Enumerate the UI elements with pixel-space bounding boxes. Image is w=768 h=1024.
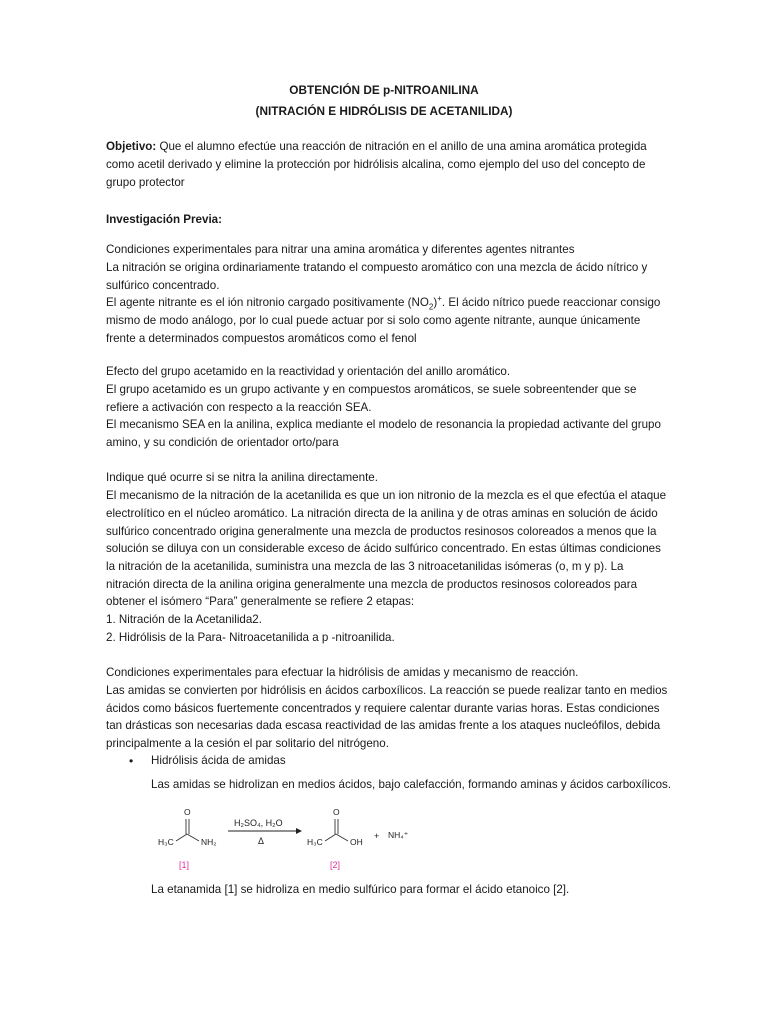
product-methyl-label: H₃C xyxy=(307,837,323,847)
charge-superscript: + xyxy=(437,294,442,304)
ammonium-label: NH₄⁺ xyxy=(388,830,409,840)
product-number-label: [2] xyxy=(330,860,341,870)
reactant-amine-label: NH₂ xyxy=(201,837,217,847)
document-title-line2: (NITRACIÓN E HIDRÓLISIS DE ACETANILIDA) xyxy=(255,104,513,118)
section2-line4: El mecanismo SEA en la anilina, explica mediante el modelo de resonancia la propiedad activante del grupo xyxy=(106,418,661,431)
reaction-arrow-head xyxy=(296,828,302,834)
section1-line5: mismo de modo análogo, por lo cual puede actuar por si solo como agente nitrante, aunque únicamente xyxy=(106,314,641,327)
bullet-label: Hidrólisis ácida de amidas xyxy=(151,754,286,767)
bullet-dot: • xyxy=(129,754,134,768)
no2-subscript: 2 xyxy=(428,302,434,312)
section4-line4: tan drásticas son necesarias dada escasa reactividad de las amidas frente a los ataques nucleófilos, debida xyxy=(106,719,661,732)
investigacion-heading: Investigación Previa: xyxy=(106,213,222,226)
section1-line4-post: . El ácido nítrico puede reaccionar consigo xyxy=(441,296,661,309)
section3-line10: 2. Hidrólisis de la Para- Nitroacetanilida a p -nitroanilida. xyxy=(106,631,395,644)
section4-line2: Las amidas se convierten por hidrólisis en ácidos carboxílicos. La reacción se puede realizar tanto en medios xyxy=(106,684,668,697)
product-hydroxyl-label: OH xyxy=(350,837,363,847)
objetivo-text: Que el alumno efectúe una reacción de nitración en el anillo de una amina aromática protegida xyxy=(156,140,647,153)
section4-line3: ácidos como básicos fuertemente concentrados y requiere calentar durante varias horas. Estas condiciones xyxy=(106,702,660,715)
objetivo-label: Objetivo: xyxy=(106,140,157,153)
section3-line2: El mecanismo de la nitración de la acetanilida es que un ion nitronio de la mezcla es el que efectúa el ataque xyxy=(106,489,667,502)
product-oxygen-label: O xyxy=(333,807,340,817)
reaction-scheme xyxy=(150,800,590,875)
section1-line4-pre: El agente nitrante es el ión nitronio cargado positivamente (NO xyxy=(106,296,429,309)
objetivo-line3: grupo protector xyxy=(106,176,185,189)
section3-line3: electrolítico en el núcleo aromático. La nitración directa de la anilina y de otras aminas en solución de ácido xyxy=(106,507,658,520)
reaction-caption: La etanamida [1] se hidroliza en medio sulfúrico para formar el ácido etanoico [2]. xyxy=(151,883,570,896)
section4-line5: principalmente a la cesión el par solitario del nitrógeno. xyxy=(106,737,389,750)
product-hydroxyl-bond xyxy=(336,834,348,841)
section3-line6: la nitración de la acetanilida, suministra una mezcla de las 3 nitroacetanilidas isómeras (o, m y p). La xyxy=(106,560,624,573)
section3-line1: Indique qué ocurre si se nitra la anilina directamente. xyxy=(106,471,378,484)
section3-line7: nitración directa de la anilina origina generalmente una mezcla de productos resinosos coloreados para xyxy=(106,578,638,591)
section3-line8: obtener el isómero “Para” generalmente se refiere 2 etapas: xyxy=(106,595,415,608)
bullet-text: Las amidas se hidrolizan en medios ácidos, bajo calefacción, formando aminas y ácidos carboxílicos. xyxy=(151,778,672,791)
document-title-line1: OBTENCIÓN DE p-NITROANILINA xyxy=(289,83,479,97)
section2-line2: El grupo acetamido es un grupo activante y en compuestos aromáticos, se suele sobreentender que se xyxy=(106,383,637,396)
section2-line3: refiere a activación con respecto a la reacción SEA. xyxy=(106,401,372,414)
section4-line1: Condiciones experimentales para efectuar la hidrólisis de amidas y mecanismo de reacción. xyxy=(106,666,579,679)
objetivo-line1 xyxy=(106,140,647,153)
reagent-label: H₂SO₄, H₂O xyxy=(234,818,283,828)
section1-line6: frente a determinados compuestos aromáticos como el fenol xyxy=(106,332,417,345)
section3-line9: 1. Nitración de la Acetanilida2. xyxy=(106,613,262,626)
section2-line1: Efecto del grupo acetamido en la reactividad y orientación del anillo aromático. xyxy=(106,365,511,378)
section3-line5: solución se diluya con un considerable exceso de ácido sulfúrico concentrado. En estas últimas condiciones xyxy=(106,542,661,555)
reactant-methyl-bond xyxy=(176,834,187,841)
section1-line2: La nitración se origina ordinariamente tratando el compuesto aromático con una mezcla de ácido nítrico y xyxy=(106,261,648,274)
section2-line5: amino, y su condición de orientador orto/para xyxy=(106,436,339,449)
section1-line4 xyxy=(106,294,661,312)
section1-line1: Condiciones experimentales para nitrar una amina aromática y diferentes agentes nitrantes xyxy=(106,243,575,256)
section1-line3: sulfúrico concentrado. xyxy=(106,279,220,292)
reactant-methyl-label: H₃C xyxy=(158,837,174,847)
heat-symbol: Δ xyxy=(258,836,265,846)
plus-sign: + xyxy=(374,831,380,841)
objetivo-line2: como acetil derivado y elimine la protección por hidrólisis alcalina, como ejemplo del uso del concepto de xyxy=(106,158,646,171)
reactant-number-label: [1] xyxy=(179,860,190,870)
product-methyl-bond xyxy=(325,834,336,841)
reactant-nitrogen-bond xyxy=(187,834,199,841)
section1-line4-mid: ) xyxy=(433,296,438,309)
section3-line4: sulfúrico concentrado origina generalmente una mezcla de productos resinosos coloreados a menos que la xyxy=(106,525,657,538)
reactant-oxygen-label: O xyxy=(184,807,191,817)
